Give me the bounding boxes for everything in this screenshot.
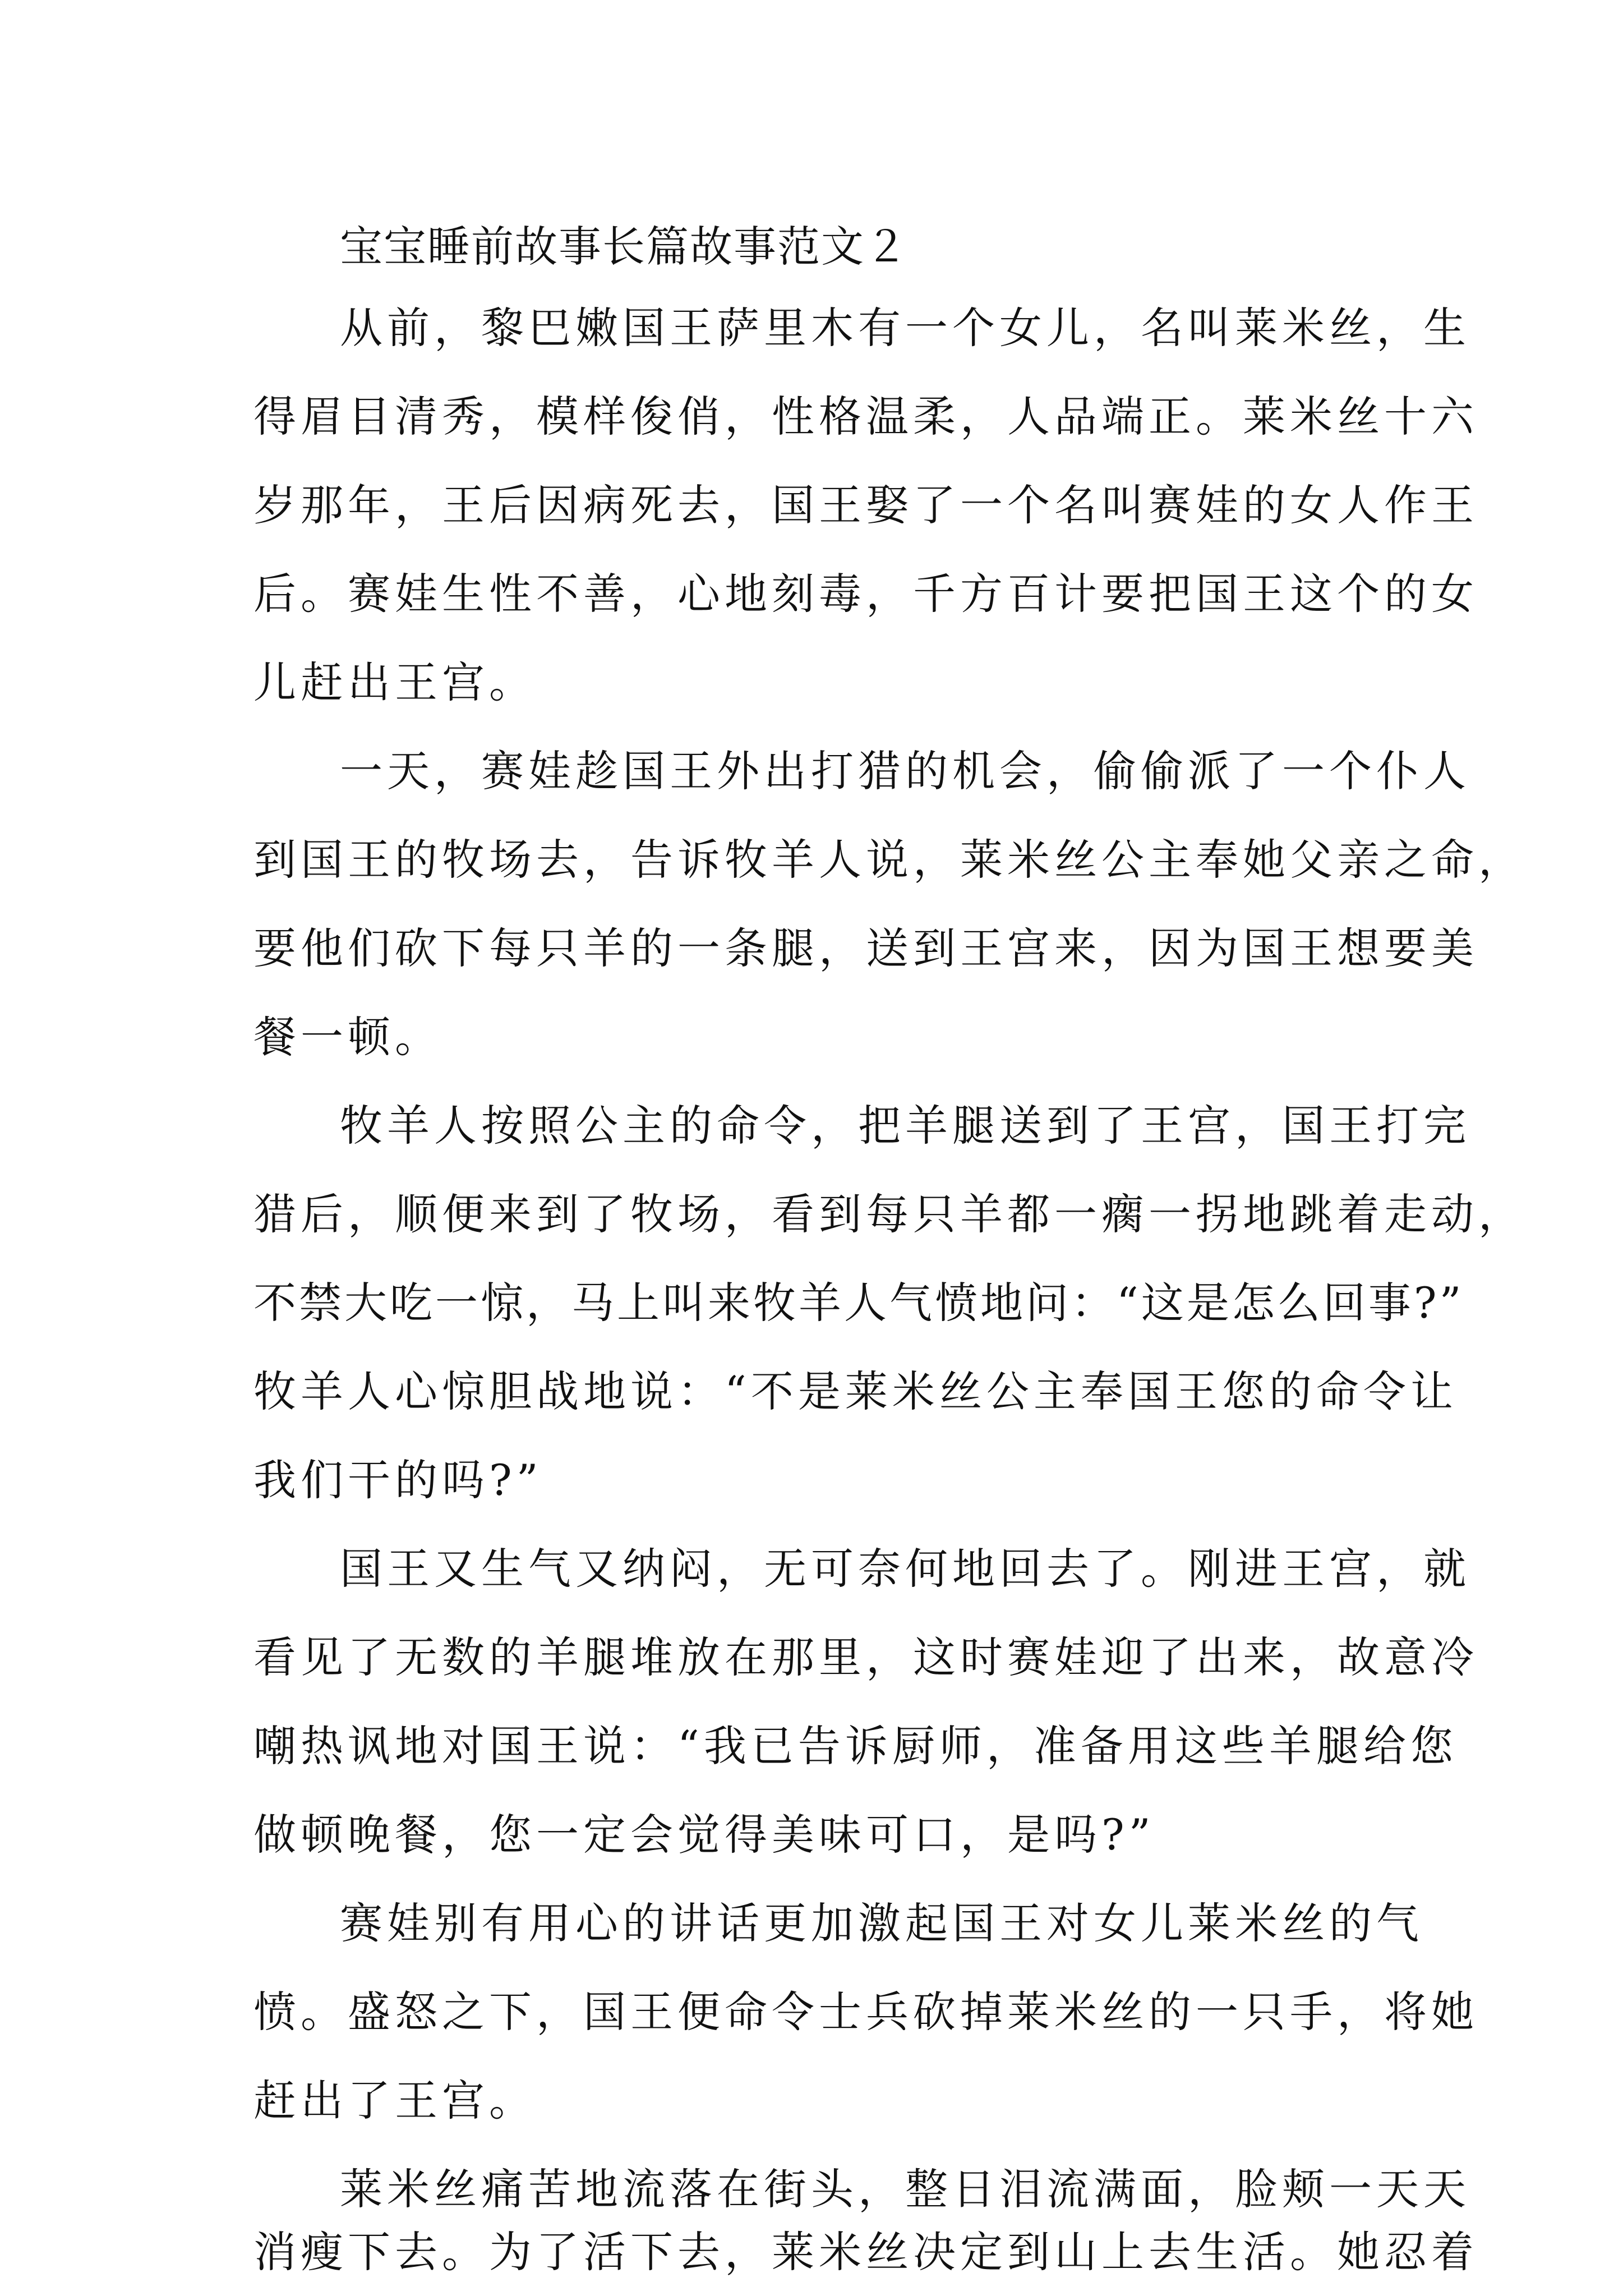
text-line: 看见了无数的羊腿堆放在那里，这时赛娃迎了出来，故意冷 bbox=[253, 1632, 1478, 1682]
text-line: 得眉目清秀，模样俊俏，性格温柔，人品端正。莱米丝十六 bbox=[253, 392, 1478, 441]
document-title: 宝宝睡前故事长篇故事范文２ bbox=[340, 222, 909, 272]
text-line: 从前，黎巴嫩国王萨里木有一个女儿，名叫莱米丝，生 bbox=[340, 303, 1470, 353]
text-line: 牧羊人心惊胆战地说：“不是莱米丝公主奉国王您的命令让 bbox=[253, 1366, 1458, 1416]
text-line: 岁那年，王后因病死去，国王娶了一个名叫赛娃的女人作王 bbox=[253, 480, 1478, 530]
text-line: 消瘦下去。为了活下去，莱米丝决定到山上去生活。她忍着 bbox=[253, 2227, 1478, 2277]
text-line: 后。赛娃生性不善，心地刻毒，千方百计要把国王这个的女 bbox=[253, 569, 1478, 619]
text-line: 牧羊人按照公主的命令，把羊腿送到了王宫，国王打完 bbox=[340, 1101, 1470, 1151]
text-line: 嘲热讽地对国王说：“我已告诉厨师，准备用这些羊腿给您 bbox=[253, 1721, 1458, 1771]
text-line: 要他们砍下每只羊的一条腿，送到王宫来，因为国王想要美 bbox=[253, 923, 1478, 973]
text-line: 国王又生气又纳闷，无可奈何地回去了。刚进王宫，就 bbox=[340, 1544, 1470, 1594]
text-line: 赶出了王宫。 bbox=[253, 2076, 536, 2125]
text-line: 我们干的吗?” bbox=[253, 1455, 543, 1505]
text-line: 赛娃别有用心的讲话更加激起国王对女儿莱米丝的气 bbox=[340, 1898, 1423, 1948]
text-line: 愤。盛怒之下，国王便命令士兵砍掉莱米丝的一只手，将她 bbox=[253, 1987, 1478, 2037]
text-line: 餐一顿。 bbox=[253, 1012, 442, 1062]
text-line: 到国王的牧场去，告诉牧羊人说，莱米丝公主奉她父亲之命， bbox=[253, 835, 1525, 885]
text-line: 做顿晚餐，您一定会觉得美味可口，是吗?” bbox=[253, 1810, 1155, 1860]
text-line: 儿赶出王宫。 bbox=[253, 657, 536, 707]
text-line: 猎后，顺便来到了牧场，看到每只羊都一瘸一拐地跳着走动， bbox=[253, 1189, 1525, 1239]
text-line: 一天，赛娃趁国王外出打猎的机会，偷偷派了一个仆人 bbox=[340, 746, 1470, 796]
text-line: 不禁大吃一惊，马上叫来牧羊人气愤地问：“这是怎么回事?” bbox=[253, 1278, 1464, 1328]
text-line: 莱米丝痛苦地流落在街头，整日泪流满面，脸颊一天天 bbox=[340, 2164, 1470, 2214]
